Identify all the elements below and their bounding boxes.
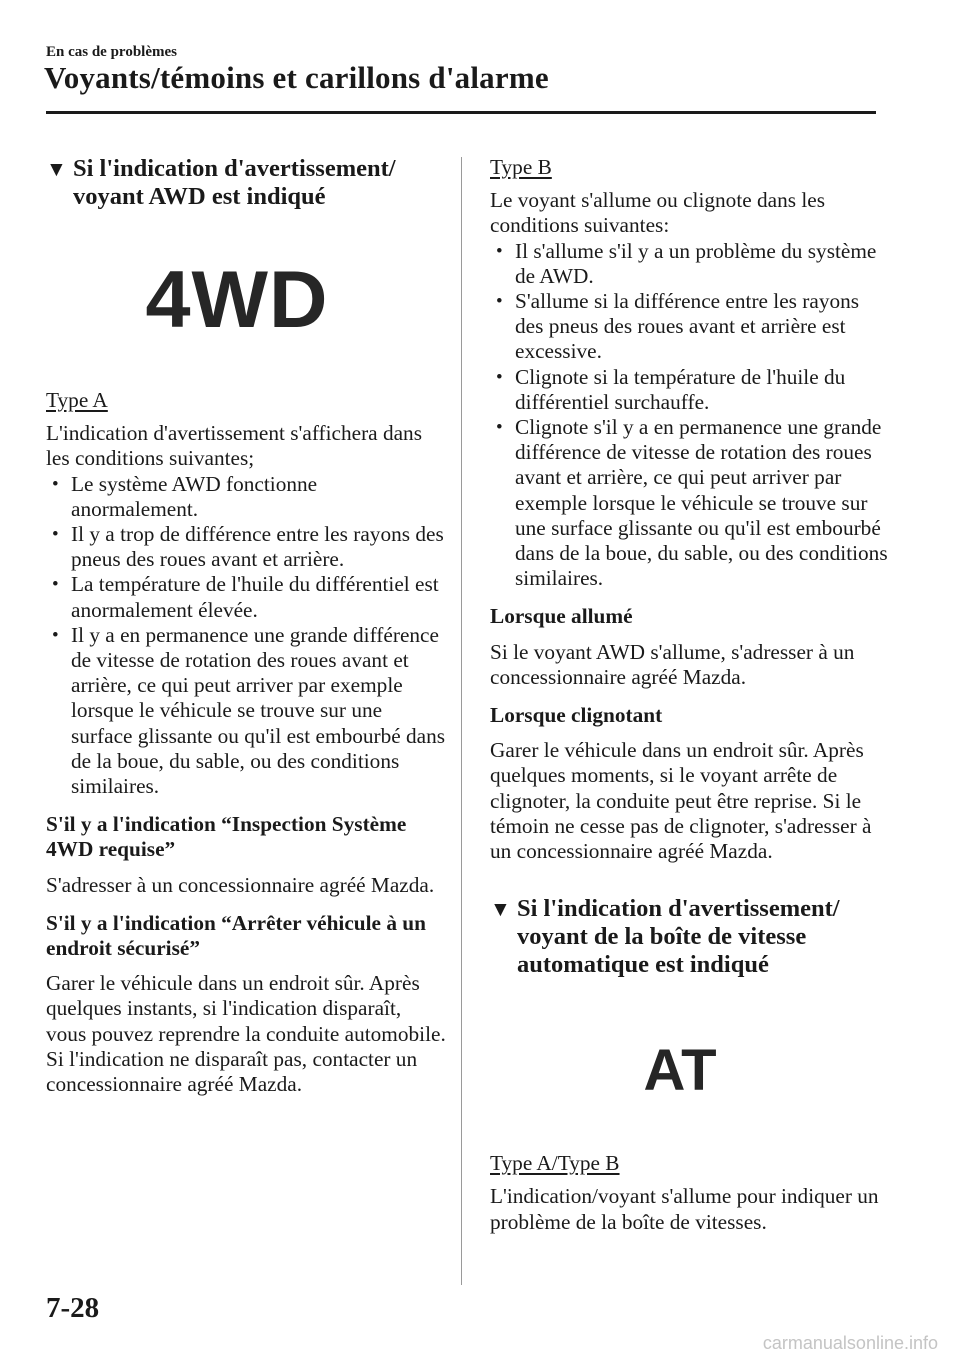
right-column xyxy=(490,155,890,1235)
at-section-heading xyxy=(490,895,890,979)
type-ab-text: L'indication/voyant s'allume pour indiquer un problème de la boîte de vitesses. xyxy=(490,1184,879,1234)
list-item: • Il y a en permanence une grande différence de vitesse de rotation des roues avant et arrière, ce qui peut arriver par exemple lorsque le véhicule se trouve sur une surface glissante ou qu'il est embourbé dans de la boue, du sable, ou des conditions similaires. xyxy=(46,623,446,799)
awd-4wd-warning-icon: 4WD xyxy=(145,255,329,345)
inspection-subheading: S'il y a l'indication “Inspection Système 4WD requise” xyxy=(46,812,407,862)
flashing-subheading: Lorsque clignotant xyxy=(490,703,663,728)
lit-text: Si le voyant AWD s'allume, s'adresser à un concessionnaire agréé Mazda. xyxy=(490,639,855,689)
list-item: • S'allume si la différence entre les rayons des pneus des roues avant et arrière est excessive. xyxy=(490,289,890,365)
awd-section-heading xyxy=(46,155,446,211)
list-item: • Il y a trop de différence entre les rayons des pneus des roues avant et arrière. xyxy=(46,522,446,572)
inspection-text: S'adresser à un concessionnaire agréé Mazda. xyxy=(46,872,435,897)
type-a-intro: L'indication d'avertissement s'affichera dans les conditions suivantes; xyxy=(46,421,422,471)
awd-heading-text: Si l'indication d'avertissement/ voyant AWD est indiqué xyxy=(73,155,396,210)
chapter-title: Voyants/témoins et carillons d'alarme xyxy=(44,60,549,95)
type-a-bullets xyxy=(46,472,446,800)
type-ab-label: Type A/Type B xyxy=(490,1151,620,1176)
automatic-transmission-warning-icon: AT xyxy=(643,1038,717,1104)
type-b-intro: Le voyant s'allume ou clignote dans les conditions suivantes: xyxy=(490,188,826,238)
watermark: carmanualsonline.info xyxy=(762,1333,938,1353)
header-rule xyxy=(46,111,876,114)
list-item: • Clignote s'il y a en permanence une grande différence de vitesse de rotation des roues avant et arrière, ce qui peut arriver par exemple lorsque le véhicule se trouve sur une surface glissante ou qu'il est embourbé dans de la boue, du sable, ou des conditions similaires. xyxy=(490,415,890,591)
triangle-marker-icon: ▼ xyxy=(46,157,67,181)
lit-subheading: Lorsque allumé xyxy=(490,604,633,629)
at-heading-text: Si l'indication d'avertissement/ voyant de la boîte de vitesse automatique est indiqué xyxy=(517,895,840,979)
list-item: • Clignote si la température de l'huile du différentiel surchauffe. xyxy=(490,365,890,415)
column-divider xyxy=(461,157,462,1285)
triangle-marker-icon: ▼ xyxy=(490,897,511,922)
list-item: • Il s'allume s'il y a un problème du système de AWD. xyxy=(490,239,890,289)
type-b-label: Type B xyxy=(490,155,552,179)
type-b-bullets xyxy=(490,239,890,592)
stop-vehicle-subheading: S'il y a l'indication “Arrêter véhicule à un endroit sécurisé” xyxy=(46,910,426,961)
page-number: 7-28 xyxy=(46,1292,100,1324)
list-item: • La température de l'huile du différentiel est anormalement élevée. xyxy=(46,572,446,622)
stop-vehicle-text: Garer le véhicule dans un endroit sûr. Après quelques instants, si l'indication disparaît, vous pouvez reprendre la conduite automobile. Si l'indication ne disparaît pas, contacter un concessionnaire agréé Mazda. xyxy=(46,971,446,1097)
running-head: En cas de problèmes xyxy=(46,44,177,60)
left-column xyxy=(46,155,446,1097)
list-item: • Le système AWD fonctionne anormalement. xyxy=(46,472,446,522)
flashing-text: Garer le véhicule dans un endroit sûr. Après quelques moments, si le voyant arrête de clignoter, la conduite peut être reprise. Si le témoin ne cesse pas de clignoter, s'adresser à un concessionnaire agréé Mazda. xyxy=(490,738,872,864)
type-a-label: Type A xyxy=(46,388,108,412)
